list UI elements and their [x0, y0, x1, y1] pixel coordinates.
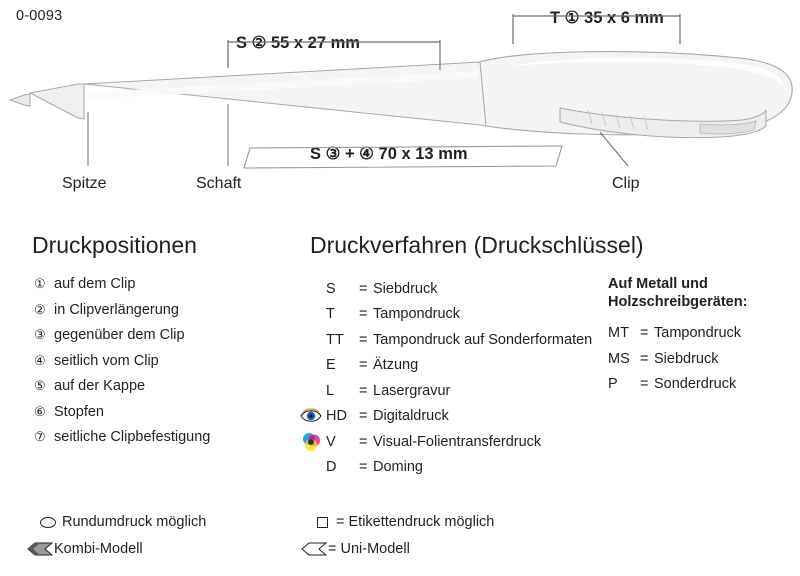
print-area-outline [244, 146, 562, 168]
ellipse-icon [34, 517, 62, 528]
list-item [300, 404, 600, 430]
method-text: Lasergravur [373, 382, 451, 399]
method-text: Siebdruck [373, 280, 438, 297]
position-number: ⑤ [34, 378, 46, 393]
metal-method-text: Sonderdruck [654, 376, 737, 392]
metal-method-text: Siebdruck [654, 350, 719, 367]
list-item [34, 327, 284, 353]
metal-method-code: MS [608, 350, 630, 367]
method-equals: = [359, 331, 368, 348]
list-item [300, 455, 600, 481]
metal-method-equals: = [640, 325, 649, 341]
legend-round-print-label: Rundumdruck möglich [62, 514, 207, 530]
position-text: Stopfen [54, 403, 104, 420]
cmyk-icon [300, 432, 326, 452]
print-positions-list [34, 276, 284, 455]
method-equals: = [359, 408, 368, 425]
heading-metal-line2: Holzschreibgeräten: [608, 294, 748, 310]
method-text: Tampondruck auf Sonderformaten [373, 331, 593, 348]
heading-metal-wood [608, 275, 747, 311]
method-equals: = [359, 433, 368, 450]
method-text: Doming [373, 459, 423, 476]
metal-method-equals: = [640, 350, 649, 367]
position-number: ② [34, 301, 46, 317]
list-item [34, 404, 284, 430]
dimension-bracket-clip [513, 14, 680, 44]
square-icon [308, 517, 336, 528]
position-text: auf dem Clip [54, 276, 136, 292]
legend-label-print [308, 514, 494, 530]
method-icon-placeholder [300, 355, 326, 375]
part-label-tip: Spitze [62, 175, 107, 192]
list-item [608, 351, 798, 377]
metal-method-code: P [608, 376, 618, 392]
heading-print-positions: Druckpositionen [32, 232, 197, 258]
position-text: gegenüber dem Clip [54, 327, 185, 343]
heading-print-methods: Druckverfahren (Druckschlüssel) [310, 232, 644, 258]
metal-method-code: MT [608, 325, 629, 341]
position-text: seitlich vom Clip [54, 352, 159, 369]
list-item [34, 353, 284, 379]
method-equals: = [359, 357, 368, 374]
method-equals: = [359, 459, 368, 476]
list-item [34, 276, 284, 302]
method-equals: = [359, 280, 368, 297]
legend-uni-label: = Uni-Modell [328, 541, 410, 557]
dimension-bracket-barrel [228, 40, 440, 68]
list-item [608, 325, 798, 351]
method-icon-placeholder [300, 304, 326, 324]
position-text: seitliche Clipbefestigung [54, 429, 211, 445]
method-equals: = [359, 306, 368, 323]
metal-method-equals: = [640, 376, 649, 392]
legend-kombi-label: Kombi-Modell [54, 541, 143, 557]
list-item [608, 376, 798, 402]
method-code: E [326, 357, 336, 374]
list-item [300, 327, 600, 353]
method-code: L [326, 382, 335, 399]
method-code: TT [326, 331, 344, 348]
method-text: Tampondruck [373, 306, 461, 323]
part-label-clip: Clip [612, 175, 640, 192]
legend-label-print-label: = Etikettendruck möglich [336, 514, 495, 530]
list-item [300, 276, 600, 302]
list-item [300, 353, 600, 379]
method-code: V [326, 433, 336, 450]
method-icon-placeholder [300, 457, 326, 477]
position-number: ⑦ [34, 429, 46, 444]
dimension-label-barrel-top: S ② 55 x 27 mm [236, 34, 360, 52]
method-text: Digitaldruck [373, 408, 449, 425]
legend-kombi-model [26, 541, 143, 557]
part-label-barrel: Schaft [196, 175, 242, 192]
position-number: ③ [34, 327, 46, 342]
method-code: D [326, 459, 337, 476]
position-text: auf der Kappe [54, 378, 146, 394]
list-item [300, 378, 600, 404]
position-text: in Clipverlängerung [54, 301, 179, 318]
method-icon-placeholder [300, 279, 326, 299]
metal-wood-methods-list [608, 325, 798, 402]
dimension-label-barrel-bottom: S ③ + ④ 70 x 13 mm [310, 145, 468, 163]
heading-metal-line1: Auf Metall und [608, 276, 708, 292]
method-text: Visual-Folientransferdruck [373, 433, 542, 450]
metal-method-text: Tampondruck [654, 325, 742, 341]
method-code: S [326, 280, 336, 297]
uni-diamond-icon [300, 542, 328, 556]
list-item [34, 302, 284, 328]
method-equals: = [359, 382, 368, 399]
method-code: HD [326, 408, 347, 425]
list-item [34, 429, 284, 455]
position-number: ⑥ [34, 403, 46, 419]
pen-technical-drawing [0, 0, 800, 210]
position-number: ① [34, 276, 46, 291]
dimension-label-clip: T ① 35 x 6 mm [550, 9, 664, 27]
method-text: Ätzung [373, 357, 419, 374]
position-number: ④ [34, 352, 46, 368]
method-code: T [326, 306, 335, 323]
method-icon-placeholder [300, 330, 326, 350]
print-methods-list [300, 276, 600, 480]
article-id: 0-0093 [16, 8, 63, 24]
kombi-diamond-icon [26, 542, 54, 556]
method-icon-placeholder [300, 381, 326, 401]
list-item [34, 378, 284, 404]
eye-icon [300, 406, 326, 426]
legend-uni-model [300, 541, 410, 557]
list-item [300, 302, 600, 328]
pen-body [10, 52, 792, 138]
list-item [300, 429, 600, 455]
legend-round-print [34, 514, 206, 530]
